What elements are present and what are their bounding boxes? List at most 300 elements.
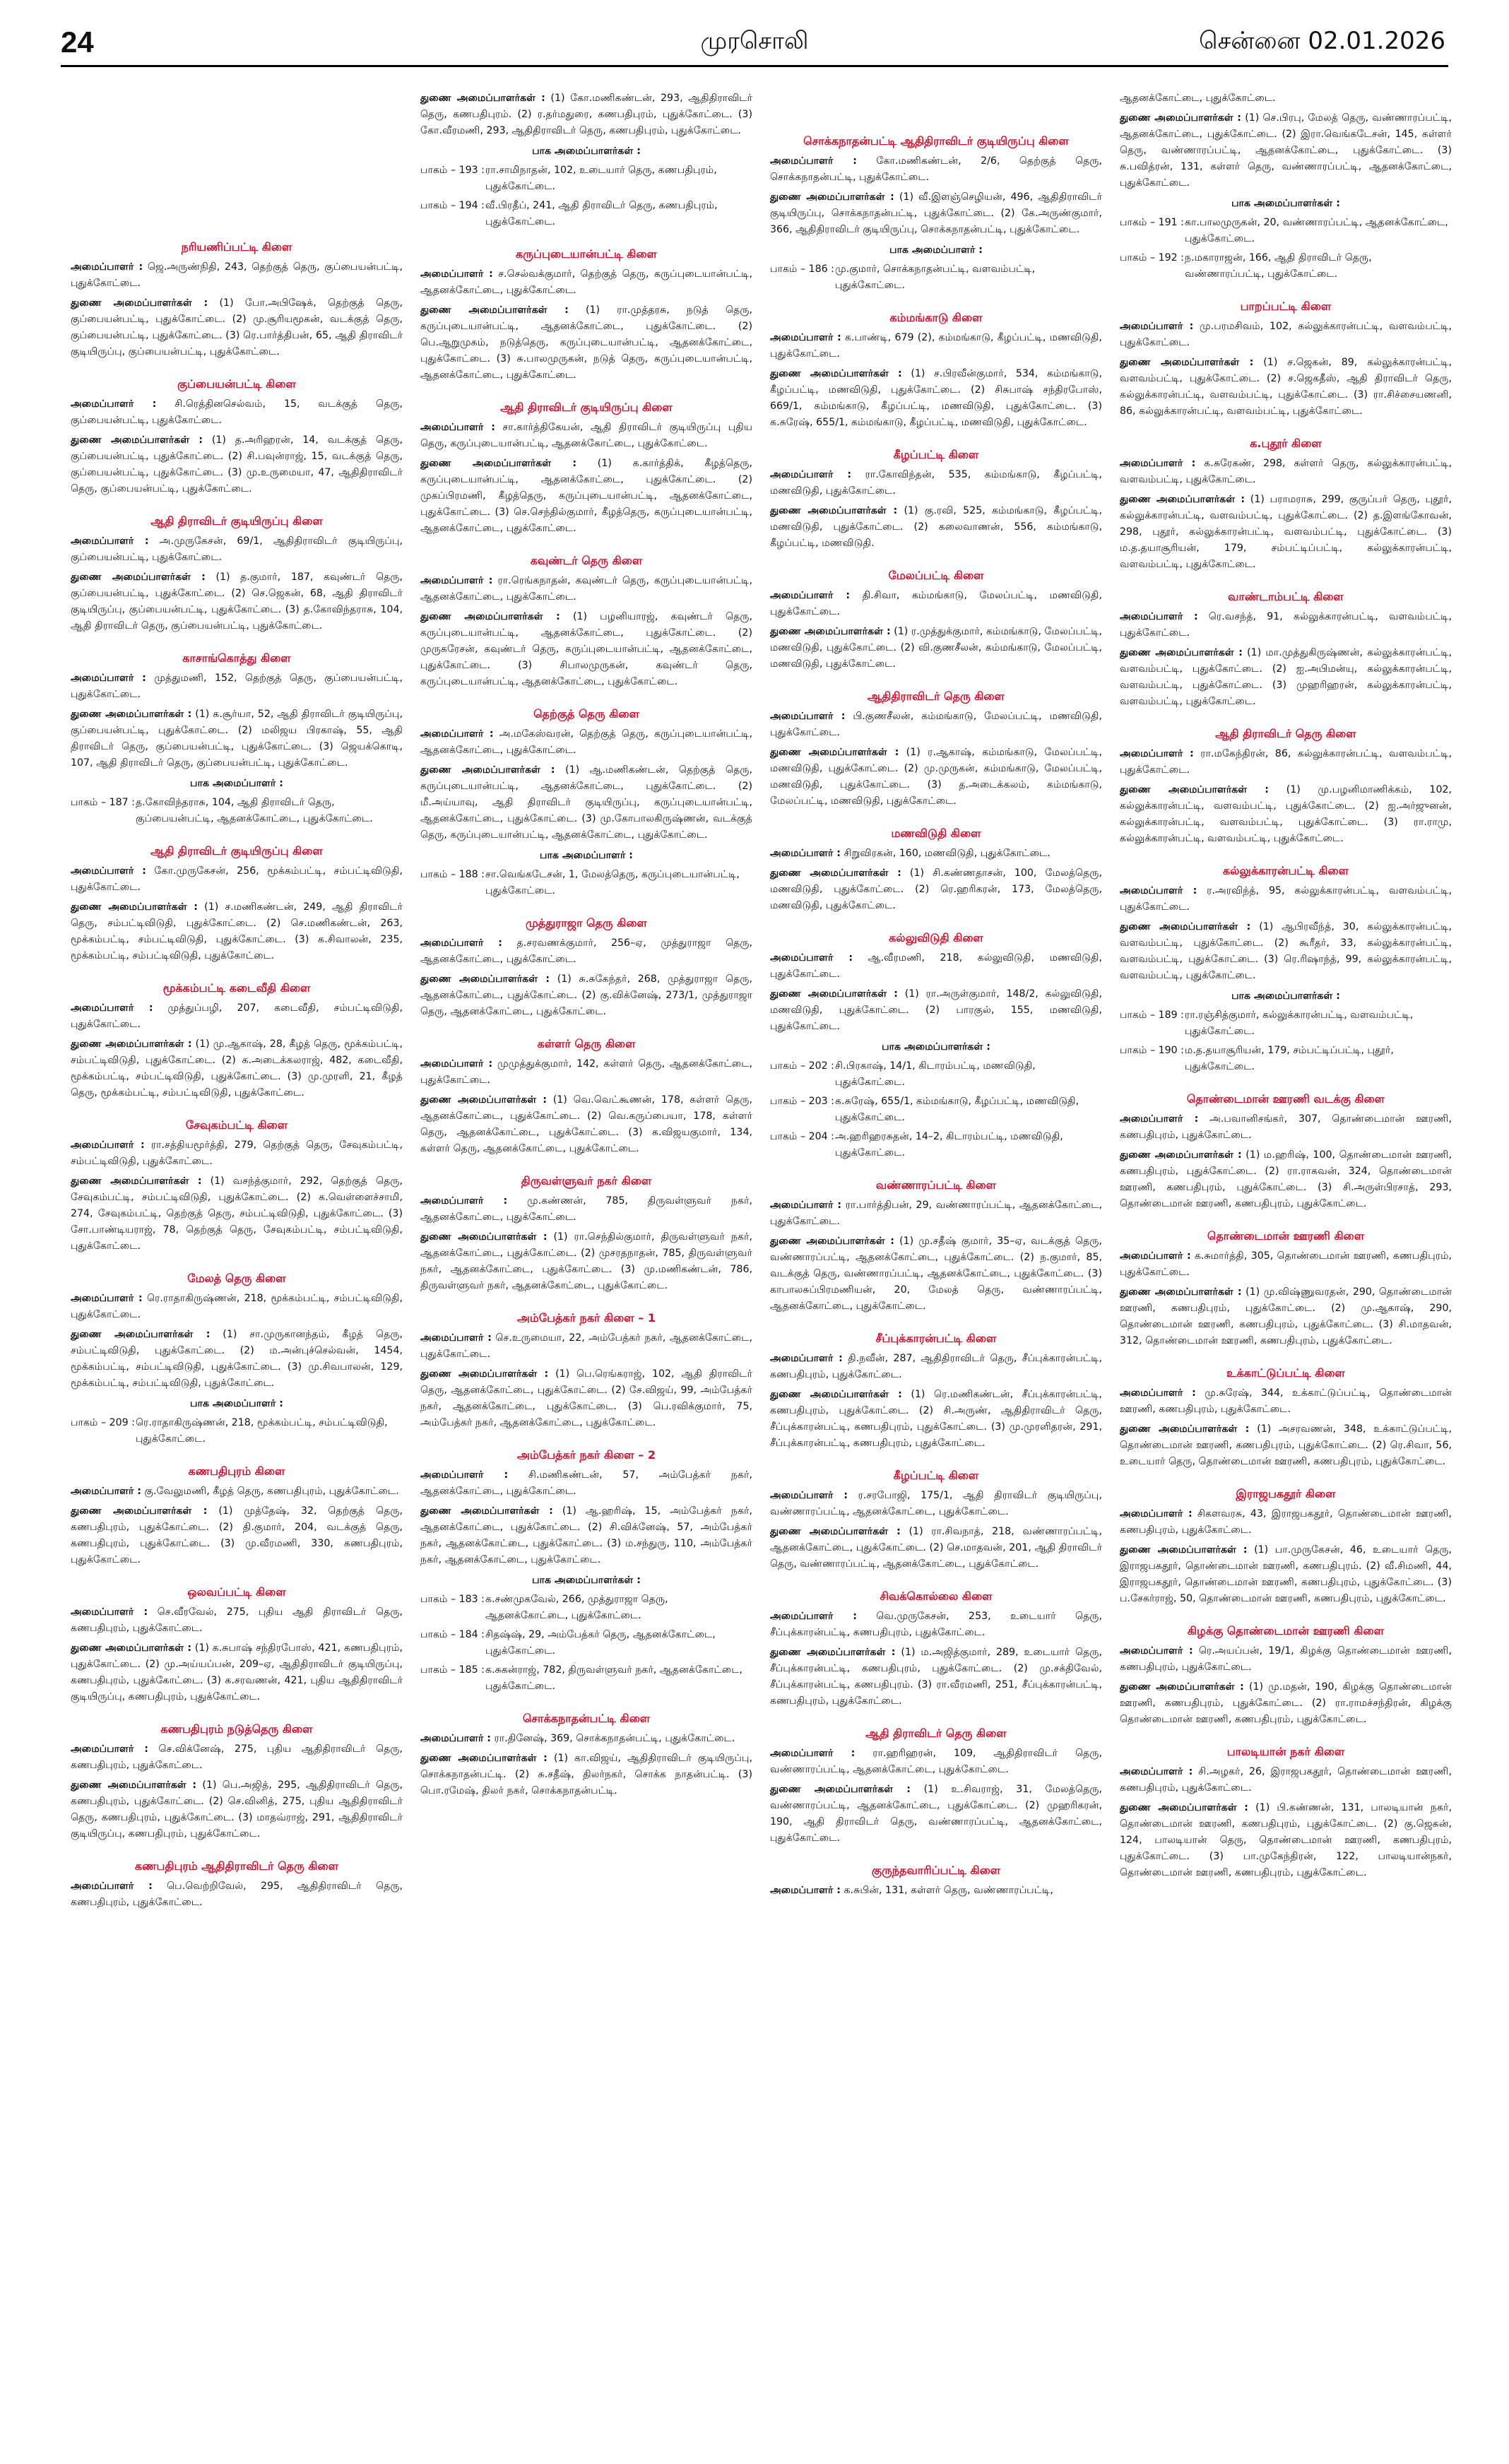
booth-entry (1120, 1007, 1452, 1040)
role-label: அமைப்பாளர் : (770, 1885, 841, 1896)
names-addresses: மு.பரமசிவம், 102, கல்லுக்காரன்பட்டி, வளவம்பட்டி, புதுக்கோட்டை. (1120, 321, 1452, 348)
names-addresses: (1) ரா.முத்தரசு, நடுத் தெரு, கருப்புடையான்பட்டி, ஆதனக்கோட்டை, புதுக்கோட்டை. (2) பெ.ஆறுமுகம், நடுத்தெரு, கருப்புடையான்பட்டி, ஆதனக்கோட்டை, புதுக்கோட்டை. (3) சு.பாலமுருகன், நடுத் தெரு, கருப்புடையான்பட்டி, ஆதனக்கோட்டை, புதுக்கோட்டை. (420, 304, 752, 381)
office-bearer-entry (770, 1524, 1102, 1572)
office-bearer-entry (770, 1233, 1102, 1315)
branch-heading: பாறப்பட்டி கிளை (1240, 300, 1332, 313)
role-label: துணை அமைப்பாளர்கள் : (420, 304, 569, 316)
role-label: துணை அமைப்பாளர்கள் : (1120, 357, 1254, 368)
role-label: அமைப்பாளர் : (1120, 885, 1197, 896)
office-bearer-entry (770, 330, 1102, 362)
booth-number: பாகம் – 193 : (420, 165, 485, 176)
branch-section (71, 1858, 403, 1911)
booth-number: பாகம் – 186 : (770, 263, 834, 275)
booth-organizer: ரா.ரஞ்சித்குமார், கல்லுக்காரன்பட்டி, வளவம்பட்டி, புதுக்கோட்டை. (1185, 1009, 1414, 1037)
names-addresses: க.பாண்டி, 679 (2), கம்மங்காடு, கீழப்பட்டி, மணவிடுதி, புதுக்கோட்டை. (770, 332, 1102, 360)
names-addresses: சிறுவிரகன், 160, மணவிடுதி, புதுக்கோட்டை. (844, 848, 1051, 859)
booth-organizers-heading: பாக அமைப்பாளர்கள் : (532, 146, 641, 157)
role-label: அமைப்பாளர் : (770, 1353, 843, 1364)
booth-entry (770, 1094, 1102, 1126)
role-label: அமைப்பாளர் : (71, 1486, 141, 1497)
role-label: துணை அமைப்பாளர்கள் : (420, 611, 560, 622)
booth-entry (420, 198, 752, 230)
role-label: அமைப்பாளர் : (420, 1733, 491, 1744)
office-bearer-entry (71, 533, 403, 566)
names-addresses: முமுத்துக்குமார், 142, கள்ளர் தெரு, ஆதனக்கோட்டை, புதுக்கோட்டை. (420, 1058, 752, 1086)
branch-heading: பாலடியான் நகர் கிளை (1226, 1745, 1345, 1758)
booth-organizers-heading: பாக அமைப்பாளர் : (889, 244, 983, 256)
names-addresses: பி.குணசீலன், கம்மங்காடு, மேலப்பட்டி, மணவிடுதி, புதுக்கோட்டை. (770, 711, 1102, 738)
booth-number: பாகம் – 183 : (420, 1594, 485, 1605)
office-bearer-entry (1120, 90, 1452, 107)
role-label: துணை அமைப்பாளர்கள் : (71, 1505, 208, 1517)
article-columns (71, 90, 1452, 2316)
names-addresses: ர.அரவிந்த், 95, கல்லுக்காரன்பட்டி, வளவம்பட்டி, புதுக்கோட்டை. (1120, 885, 1452, 913)
office-bearer-entry (420, 1056, 752, 1089)
office-bearer-entry (770, 153, 1102, 186)
office-bearer-entry (770, 1883, 1102, 1899)
role-label: அமைப்பாளர் : (1120, 321, 1194, 332)
role-label: துணை அமைப்பாளர்கள் : (1120, 494, 1245, 505)
names-addresses: (1) மு.பழனிமாணிக்கம், 102, கல்லுக்காரன்பட்டி, வளவம்பட்டி, புதுக்கோட்டை. (2) ஐ.அர்ஜுனன், கல்லுக்காரன்பட்டி, வளவம்பட்டி, புதுக்கோட்டை. (3) ரா.ராமு, கல்லுக்காரன்பட்டி, வளவம்பட்டி, புதுக்கோட்டை. (1120, 784, 1452, 844)
role-label: துணை அமைப்பாளர்கள் : (770, 1784, 911, 1795)
role-label: துணை அமைப்பாளர்கள் : (1120, 112, 1241, 124)
office-bearer-entry (770, 709, 1102, 741)
branch-heading: ஆதி திராவிடர் தெரு கிளை (1215, 727, 1356, 740)
role-label: துணை அமைப்பாளர்கள் : (71, 1038, 192, 1050)
office-bearer-entry (71, 1291, 403, 1323)
booth-number: பாகம் – 203 : (770, 1096, 834, 1107)
office-bearer-entry (71, 1036, 403, 1101)
names-addresses: (1) மு.மதன், 190, கிழக்கு தொண்டைமான் ஊரணி, கணபதிபுரம், புதுக்கோட்டை. (2) ரா.ராமச்சந்திரன், கிழக்கு தொண்டைமான் ஊரணி, கணபதிபுரம், புதுக்கோட்டை. (1120, 1681, 1452, 1725)
role-label: அமைப்பாளர் : (420, 728, 494, 740)
branch-heading: ஆதி திராவிடர் குடியிருப்பு கிளை (150, 844, 323, 858)
names-addresses: சி.ரெத்தினசெல்வம், 15, வடக்குத் தெரு, குப்பையன்பட்டி, புதுக்கோட்டை. (71, 398, 403, 426)
names-addresses: (1) கோ.மணிகண்டன், 293, ஆதிதிராவிடர் தெரு, கணபதிபுரம். (2) ர.தர்மதுரை, கணபதிபுரம், புதுக்கோட்டை. (3) கோ.வீரமணி, 293, ஆதிதிராவிடர் தெரு, கணபதிபுரம், புதுக்கோட்டை. (420, 93, 752, 136)
names-addresses: சிகளவரசு, 43, இராஜபகதூர், தொண்டைமான் ஊரணி, கணபதிபுரம், புதுக்கோட்டை. (1120, 1508, 1452, 1536)
booth-entry (770, 1129, 1102, 1161)
names-addresses: (1) ரா.செந்தில்குமார், திருவள்ளுவர் நகர், ஆதனக்கோட்டை, புதுக்கோட்டை. (2) முசரதநாதன், 785, திருவள்ளுவர் நகர், ஆதனக்கோட்டை, புதுக்கோட்டை. (3) மு.மணிகண்டன், 786, திருவள்ளுவர் நகர், ஆதனக்கோட்டை, புதுக்கோட்டை. (420, 1231, 752, 1291)
booth-entry (71, 1415, 403, 1447)
names-addresses: க.சுமார்த்தி, 305, தொண்டைமான் ஊரணி, கணபதிபுரம், புதுக்கோட்டை. (1120, 1250, 1452, 1278)
branch-section (420, 90, 752, 230)
role-label: துணை அமைப்பாளர்கள் : (770, 626, 891, 637)
office-bearer-entry (1120, 1385, 1452, 1418)
names-addresses: ரா.ஹரிஹரன், 109, ஆதிதிராவிடர் தெரு, வண்ணாரப்பட்டி, ஆதனக்கோட்டை, புதுக்கோட்டை. (770, 1748, 1102, 1775)
branch-section (770, 825, 1102, 914)
names-addresses: தி.நவீன், 287, ஆதிதிராவிடர் தெரு, சீப்புக்காரன்பட்டி, கணபதிபுரம், புதுக்கோட்டை. (770, 1353, 1102, 1380)
branch-heading: கள்ளர் தெரு கிளை (537, 1037, 636, 1050)
office-bearer-entry (770, 503, 1102, 552)
office-bearer-entry (71, 1741, 403, 1774)
office-bearer-entry (1120, 609, 1452, 641)
office-bearer-entry (420, 573, 752, 605)
booth-entry (770, 1058, 1102, 1091)
names-addresses: ஆதனக்கோட்டை, புதுக்கோட்டை. (1120, 93, 1276, 104)
branch-section (770, 309, 1102, 431)
branch-heading: சொக்கநாதன்பட்டி ஆதிதிராவிடர் குடியிருப்பு கிளை (803, 134, 1069, 148)
branch-heading: கீழப்பட்டி கிளை (893, 448, 979, 461)
branch-section (1120, 1091, 1452, 1212)
branch-heading: கல்லுக்காரன்பட்டி கிளை (1222, 864, 1349, 877)
branch-section (1120, 298, 1452, 420)
names-addresses: கோ.மணிகண்டன், 2/6, தெற்குத் தெரு, சொக்கநாதன்பட்டி, புதுக்கோட்டை. (770, 155, 1102, 183)
office-bearer-entry (1120, 1147, 1452, 1212)
names-addresses: ர.சரபோஜி, 175/1, ஆதி திராவிடர் குடியிருப்பு, வண்ணாரப்பட்டி, ஆதனக்கோட்டை, புதுக்கோட்டை. (770, 1490, 1102, 1517)
office-bearer-entry (420, 1503, 752, 1568)
branch-section (420, 1447, 752, 1695)
booth-entry (420, 1592, 752, 1624)
role-label: துணை அமைப்பாளர்கள் : (71, 1779, 197, 1791)
office-bearer-entry (420, 971, 752, 1020)
masthead (0, 0, 1509, 62)
branch-heading: தெற்குத் தெரு கிளை (533, 707, 639, 721)
role-label: துணை அமைப்பாளர்கள் : (420, 93, 545, 104)
office-bearer-entry (71, 1640, 403, 1705)
booth-number: பாகம் – 190 : (1120, 1045, 1184, 1056)
office-bearer-entry (770, 624, 1102, 673)
office-bearer-entry (770, 366, 1102, 431)
role-label: துணை அமைப்பாளர்கள் : (770, 1236, 894, 1247)
branch-heading: இராஜபகதூர் கிளை (1236, 1487, 1336, 1500)
branch-heading: ஆதி திராவிடர் குடியிருப்பு கிளை (500, 401, 673, 414)
booth-organizer: த.கோவிந்தராசு, 104, ஆதி திராவிடர் தெரு, குப்பையன்பட்டி, ஆதனக்கோட்டை, புதுக்கோட்டை. (136, 797, 373, 824)
role-label: துணை அமைப்பாளர்கள் : (420, 1368, 549, 1380)
role-label: அமைப்பாளர் : (420, 1058, 493, 1070)
office-bearer-entry (1120, 1679, 1452, 1728)
role-label: துணை அமைப்பாளர்கள் : (770, 191, 894, 203)
column-3 (770, 133, 1102, 2358)
booth-organizers-heading: பாக அமைப்பாளர்கள் : (532, 1575, 641, 1586)
branch-section (1120, 1228, 1452, 1349)
role-label: துணை அமைப்பாளர்கள் : (1120, 1544, 1248, 1556)
office-bearer-entry (1120, 1643, 1452, 1676)
role-label: துணை அமைப்பாளர்கள் : (420, 1231, 548, 1243)
names-addresses: (1) வெ.வெட்கூணன், 178, கள்ளர் தெரு, ஆதனக்கோட்டை, புதுக்கோட்டை. (2) வெ.கருப்பையா, 178, கள்ளர் தெரு, ஆதனக்கோட்டை, புதுக்கோட்டை. (3) க.விஜயகுமார், 134, கள்ளர் தெரு, ஆதனக்கோட்டை, புதுக்கோட்டை. (420, 1094, 752, 1154)
names-addresses: (1) வீ.இளஞ்செழியன், 496, ஆதிதிராவிடர் குடியிருப்பு, சொக்கநாதன்பட்டி, புதுக்கோட்டை. (2) கே.அருண்குமார், 366, ஆதிதிராவிடர் குடியிருப்பு, சொக்கநாதன்பட்டி, புதுக்கோட்டை. (770, 191, 1102, 235)
booth-organizer: சா.வெங்கடேசன், 1, மேலத்தெரு, கருப்புடையான்பட்டி, புதுக்கோட்டை. (485, 869, 740, 896)
booth-organizer: கா.பாலமுருகன், 20, வண்ணாரப்பட்டி, ஆதனக்கோட்டை, புதுக்கோட்டை. (1185, 217, 1448, 244)
names-addresses: ரா.சத்தியமூர்த்தி, 279, தெற்குத் தெரு, சேவுகம்பட்டி, சம்பட்டிவிடுதி, புதுக்கோட்டை. (71, 1139, 403, 1167)
branch-section (420, 552, 752, 690)
office-bearer-entry (420, 1193, 752, 1226)
names-addresses: (1) க.சுபாஷ் சந்திரபோஸ், 421, கணபதிபுரம், புதுக்கோட்டை. (2) மு.அய்யப்பன், 209–ஏ, ஆதிதிராவிடர் குடியிருப்பு, கணபதிபுரம், புதுக்கோட்டை. (3) க.சரவணன், 421, புதிய ஆதிதிராவிடர் குடியிருப்பு, கணபதிபுரம், புதுக்கோட்டை. (71, 1642, 403, 1702)
role-label: அமைப்பாளர் : (770, 1748, 856, 1759)
names-addresses: (1) போ.அபிஷேக், தெற்குத் தெரு, குப்பையன்பட்டி, புதுக்கோட்டை. (2) மு.சூரியமூகன், வடக்குத் தெரு, குப்பையன்பட்டி, புதுக்கோட்டை. (3) ரெ.பார்த்திபன், 65, ஆதி திராவிடர் குடியிருப்பு, குப்பையன்பட்டி, புதுக்கோட்டை. (71, 297, 403, 357)
branch-heading: க.புதூர் கிளை (1250, 437, 1322, 450)
names-addresses: (1) உ.சிவராஜ், 31, மேலத்தெரு, வண்ணாரப்பட்டி, ஆதனக்கோட்டை, புதுக்கோட்டை. (2) முஹரிகரன், 190, ஆதி திராவிடர் தெரு, வண்ணாரப்பட்டி, ஆதனக்கோட்டை, புதுக்கோட்டை. (770, 1784, 1102, 1844)
branch-heading: மூக்கம்பட்டி கடைவீதி கிளை (162, 981, 311, 995)
names-addresses: (1) ரா.சிவநாத், 218, வண்ணாரப்பட்டி, ஆதனக்கோட்டை, புதுக்கோட்டை. (2) செ.மாதவன், 201, ஆதி திராவிடர் தெரு, வண்ணாரப்பட்டி, ஆதனக்கோட்டை, புதுக்கோட்டை. (770, 1526, 1102, 1570)
office-bearer-entry (1120, 919, 1452, 984)
names-addresses: (1) ச.மணிகண்டன், 249, ஆதி திராவிடர் தெரு, சம்பட்டிவிடுதி, புதுக்கோட்டை. (2) செ.மணிகண்டன், 263, மூக்கம்பட்டி, சம்பட்டிவிடுதி, புதுக்கோட்டை. (3) க.சிவாலன், 235, மூக்கம்பட்டி, சம்பட்டிவிடுதி, புதுக்கோட்டை. (71, 901, 403, 961)
office-bearer-entry (770, 189, 1102, 238)
branch-section (1120, 725, 1452, 847)
branch-heading: ஆதிதிராவிடர் தெரு கிளை (868, 689, 1005, 703)
branch-heading: கவுண்டர் தெரு கிளை (530, 554, 643, 567)
names-addresses: மு.கண்ணன், 785, திருவள்ளுவர் நகர், ஆதனக்கோட்டை, புதுக்கோட்டை. (420, 1195, 752, 1223)
column-2 (420, 90, 752, 2316)
role-label: அமைப்பாளர் : (71, 398, 157, 410)
edition-date: சென்னை 02.01.2026 (1199, 27, 1445, 55)
names-addresses: மு.சுரேஷ், 344, உக்காட்டுப்பட்டி, தொண்டைமான் ஊரணி, கணபதிபுரம், புதுக்கோட்டை. (1120, 1387, 1452, 1415)
office-bearer-entry (770, 865, 1102, 914)
booth-organizers-heading: பாக அமைப்பாளர்கள் : (1231, 198, 1340, 209)
role-label: அமைப்பாளர் : (71, 1880, 153, 1892)
names-addresses: (1) மு.விஷ்ணுவரதன், 290, தொண்டைமான் ஊரணி, கணபதிபுரம், புதுக்கோட்டை. (2) மு.ஆகாஷ், 290, தொண்டைமான் ஊரணி, கணபதிபுரம், புதுக்கோட்டை. (3) சி.மாதவன், 312, தொண்டைமான் ஊரணி, கணபதிபுரம், புதுக்கோட்டை. (1120, 1286, 1452, 1346)
branch-heading: கம்மங்காடு கிளை (889, 311, 983, 324)
office-bearer-entry (1120, 746, 1452, 778)
names-addresses: (1) சு.சுகேந்தர், 268, முத்துராஜா தெரு, ஆதனக்கோட்டை, புதுக்கோட்டை. (2) கு.விக்னேஷ், 273/1, முத்துராஜா தெரு, ஆதனக்கோட்டை, புதுக்கோட்டை. (420, 973, 752, 1017)
booth-number: பாகம் – 189 : (1120, 1009, 1184, 1021)
booth-entry (770, 261, 1102, 294)
branch-heading: மணவிடுதி கிளை (891, 827, 981, 840)
office-bearer-entry (770, 846, 1102, 862)
branch-section (71, 1584, 403, 1705)
office-bearer-entry (1120, 1248, 1452, 1281)
role-label: துணை அமைப்பாளர்கள் : (71, 434, 203, 446)
names-addresses: பெ.வெற்றிவேல், 295, ஆதிதிராவிடர் தெரு, கணபதிபுரம், புதுக்கோட்டை. (71, 1880, 403, 1908)
names-addresses: (1) ர.ஆகாஷ், கம்மங்காடு, மேலப்பட்டி, மணவிடுதி, புதுக்கோட்டை. (2) மு.முருகன், கம்மங்காடு, மேலப்பட்டி, மணவிடுதி, புதுக்கோட்டை. (3) த.அடைக்கலம், கம்மங்காடு, மேலப்பட்டி, மணவிடுதி, புதுக்கோட்டை. (770, 747, 1102, 807)
office-bearer-entry (71, 706, 403, 771)
role-label: துணை அமைப்பாளர்கள் : (71, 901, 198, 913)
booth-entry (420, 867, 752, 899)
booth-number: பாகம் – 187 : (71, 797, 135, 808)
booth-organizer: சிதஷ்ஷ், 29, அம்பேத்கர் தெரு, ஆதனக்கோட்டை, புதுக்கோட்டை. (485, 1629, 716, 1657)
office-bearer-entry (420, 1330, 752, 1363)
names-addresses: (1) க.சூர்யா, 52, ஆதி திராவிடர் குடியிருப்பு, குப்பையன்பட்டி, புதுக்கோட்டை. (2) மலிஜய பிரகாஷ், 55, ஆதி திராவிடர் தெரு, குப்பையன்பட்டி, புதுக்கோட்டை. (3) ஜெயக்கொடி, 107, ஆதி திராவிடர் தெரு, குப்பையன்பட்டி, புதுக்கோட்டை. (71, 709, 403, 769)
role-label: துணை அமைப்பாளர்கள் : (1120, 647, 1243, 658)
role-label: அமைப்பாளர் : (71, 261, 143, 273)
branch-section (71, 1270, 403, 1447)
names-addresses: ரா.கோவிந்தன், 535, கம்மங்காடு, கீழப்பட்டி, மணவிடுதி, புதுக்கோட்டை. (770, 469, 1102, 497)
office-bearer-entry (770, 1645, 1102, 1710)
branch-section (770, 1177, 1102, 1315)
booth-entry (1120, 215, 1452, 247)
role-label: துணை அமைப்பாளர்கள் : (71, 1175, 202, 1187)
booth-organizers-heading: பாக அமைப்பாளர்கள் : (1231, 990, 1340, 1002)
names-addresses: க.சுபின், 131, கள்ளர் தெரு, வண்ணாரப்பட்டி, (844, 1885, 1053, 1896)
column-1 (71, 239, 403, 2464)
role-label: துணை அமைப்பாளர்கள் : (770, 1389, 902, 1400)
office-bearer-entry (71, 1173, 403, 1255)
names-addresses: (1) கா.விஜய், ஆதிதிராவிடர் குடியிருப்பு, சொக்கநாதன்பட்டி. (2) சு.சதீஷ், திலர்நகர், சொக்க நாதன்பட்டி. (3) பொ.ரமேஷ், திலர் நகர், சொக்கநாதன்பட்டி. (420, 1753, 752, 1796)
booth-number: பாகம் – 191 : (1120, 217, 1184, 228)
branch-heading: சேவுகம்பட்டி கிளை (185, 1118, 288, 1132)
branch-section (1120, 1623, 1452, 1728)
role-label: அமைப்பாளர் : (71, 1293, 143, 1304)
branch-section (420, 1173, 752, 1294)
role-label: துணை அமைப்பாளர்கள் : (71, 297, 208, 309)
branch-section (1120, 588, 1452, 710)
names-addresses: ரா.தினேஷ், 369, சொக்கநாதன்பட்டி, புதுக்கோட்டை. (494, 1733, 735, 1744)
office-bearer-entry (770, 1351, 1102, 1383)
branch-heading: சீப்புக்காரன்பட்டி கிளை (875, 1332, 997, 1345)
names-addresses: ரா.மகேந்திரன், 86, கல்லுக்காரன்பட்டி, வளவம்பட்டி, புதுக்கோட்டை. (1120, 748, 1452, 776)
branch-heading: குப்பையன்பட்டி கிளை (177, 377, 296, 391)
office-bearer-entry (71, 1000, 403, 1033)
office-bearer-entry (420, 1366, 752, 1431)
office-bearer-entry (770, 1197, 1102, 1230)
office-bearer-entry (1120, 1542, 1452, 1607)
booth-organizer: ம.த.தயாசூரியன், 179, சம்பட்டிப்பட்டி, புதூர், புதுக்கோட்டை. (1185, 1045, 1394, 1072)
office-bearer-entry (1120, 1421, 1452, 1470)
booth-number: பாகம் – 185 : (420, 1664, 485, 1676)
office-bearer-entry (770, 1488, 1102, 1520)
branch-section (1120, 90, 1452, 283)
branch-section (770, 133, 1102, 294)
header-divider (61, 65, 1448, 67)
office-bearer-entry (71, 1503, 403, 1568)
office-bearer-entry (770, 745, 1102, 810)
role-label: துணை அமைப்பாளர்கள் : (770, 867, 901, 879)
role-label: அமைப்பாளர் : (770, 155, 857, 167)
role-label: அமைப்பாளர் : (770, 848, 841, 859)
office-bearer-entry (420, 1467, 752, 1500)
branch-section (420, 246, 752, 384)
column-4 (1120, 90, 1452, 2316)
booth-organizers-heading: பாக அமைப்பாளர் : (540, 850, 633, 861)
office-bearer-entry (1120, 110, 1452, 191)
role-label: அமைப்பாளர் : (770, 469, 851, 480)
office-bearer-entry (420, 726, 752, 759)
branch-section (770, 688, 1102, 810)
office-bearer-entry (770, 1609, 1102, 1641)
branch-section (71, 1463, 403, 1568)
booth-organizer: அ.ஹரிஹரசுதன், 14–2, கிடாரம்பட்டி, மணவிடுதி, புதுக்கோட்டை. (835, 1131, 1063, 1159)
office-bearer-entry (770, 1782, 1102, 1847)
names-addresses: (1) ஆ.மணிகண்டன், தெற்குத் தெரு, கருப்புடையான்பட்டி, ஆதனக்கோட்டை, புதுக்கோட்டை. (2) மீ.அய்யாவு, ஆதி திராவிடர் குடியிருப்பு, கருப்புடையான்பட்டி, ஆதனக்கோட்டை, புதுக்கோட்டை. (3) மு.கோபாலகிருஷ்ணன், வடக்குத் தெரு, கருப்புடையான்பட்டி, ஆதனக்கோட்டை, புதுக்கோட்டை. (420, 764, 752, 841)
names-addresses: (1) பா.முருகேசன், 46, உடையார் தெரு, இராஜபகதூர், தொண்டைமான் ஊரணி, கணபதிபுரம். (2) வீ.சிமணி, 44, இராஜபகதூர், தொண்டைமான் ஊரணி, கணபதிபுரம், புதுக்கோட்டை. (3) ப.சேகர்ராஜ், 50, தொண்டைமான் ஊரணி, கணபதிபுரம், புதுக்கோட்டை. (1120, 1544, 1452, 1604)
names-addresses: (1) மா.முத்துகிருஷ்ணன், கல்லுக்காரன்பட்டி, வளவம்பட்டி, புதுக்கோட்டை. (2) ஐ.அபிமன்யு, கல்லுக்காரன்பட்டி, வளவம்பட்டி, புதுக்கோட்டை. (3) முஹரிஹரன், கல்லுக்காரன்பட்டி, வளவம்பட்டி, புதுக்கோட்டை. (1120, 647, 1452, 707)
role-label: அமைப்பாளர் : (420, 575, 493, 586)
branch-section (770, 567, 1102, 673)
branch-heading: அம்பேத்கர் நகர் கிளை – 1 (517, 1311, 656, 1325)
booth-organizer: வீ.பிரதீப், 241, ஆதி திராவிடர் தெரு, கணபதிபுரம், புதுக்கோட்டை. (485, 200, 718, 227)
role-label: அமைப்பாளர் : (71, 673, 146, 684)
branch-heading: அம்பேத்கர் நகர் கிளை – 2 (517, 1448, 656, 1462)
office-bearer-entry (71, 1777, 403, 1842)
office-bearer-entry (420, 266, 752, 299)
role-label: துணை அமைப்பாளர்கள் : (420, 764, 555, 776)
role-label: துணை அமைப்பாளர்கள் : (770, 988, 898, 1000)
names-addresses: தி.சிவா, கம்மங்காடு, மேலப்பட்டி, மணவிடுதி, புதுக்கோட்டை. (770, 590, 1102, 617)
office-bearer-entry (71, 863, 403, 896)
branch-section (770, 1467, 1102, 1572)
role-label: துணை அமைப்பாளர்கள் : (1120, 921, 1251, 932)
role-label: துணை அமைப்பாளர்கள் : (420, 973, 550, 985)
booth-entry (420, 162, 752, 195)
names-addresses: ரெ.அயப்பன், 19/1, கிழக்கு தொண்டைமான் ஊரணி, கணபதிபுரம், புதுக்கோட்டை. (1120, 1645, 1452, 1673)
office-bearer-entry (770, 1746, 1102, 1778)
role-label: அமைப்பாளர் : (770, 1490, 848, 1501)
branch-heading: கருப்புடையான்பட்டி கிளை (516, 247, 657, 261)
role-label: அமைப்பாளர் : (420, 268, 493, 280)
names-addresses: (1) கு.ரவி, 525, கம்மங்காடு, கீழப்பட்டி, மணவிடுதி, புதுக்கோட்டை. (2) கலைவாணன், 556, கம்மங்காடு, கீழப்பட்டி, மணவிடுதி. (770, 505, 1102, 549)
office-bearer-entry (1120, 782, 1452, 847)
office-bearer-entry (420, 90, 752, 139)
role-label: அமைப்பாளர் : (71, 535, 149, 547)
booth-number: பாகம் – 188 : (420, 869, 485, 880)
branch-heading: வாண்டாம்பட்டி கிளை (1228, 590, 1344, 603)
office-bearer-entry (71, 670, 403, 703)
booth-organizer: ந.மகாராஜன், 166, ஆதி திராவிடர் தெரு, வண்ணாரப்பட்டி, புதுக்கோட்டை. (1185, 252, 1372, 280)
booth-entry (420, 1627, 752, 1659)
names-addresses: (1) த.குமார், 187, கவுண்டர் தெரு, குப்பையன்பட்டி, புதுக்கோட்டை. (2) செ.ஜெகன், 68, ஆதி திராவிடர் குடியிருப்பு, குப்பையன்பட்டி, புதுக்கோட்டை. (3) த.கோவிந்தராசு, 104, ஆதி திராவிடர் தெரு, குப்பையன்பட்டி, புதுக்கோட்டை. (71, 571, 403, 632)
role-label: அமைப்பாளர் : (71, 1139, 145, 1151)
booth-entry (1120, 250, 1452, 283)
names-addresses: (1) பி.கண்ணன், 131, பாலடியான் நகர், தொண்டைமான் ஊரணி, கணபதிபுரம், புதுக்கோட்டை. (2) கு.ஜெகன், 124, பாலடியான் தெரு, தொண்டைமான் ஊரணி, கணபதிபுரம், புதுக்கோட்டை. (3) பா.முகேந்திரன், 122, பாலடியான்நகர், தொண்டைமான் ஊரணி, கணபதிபுரம், புதுக்கோட்டை. (1120, 1802, 1452, 1878)
office-bearer-entry (1120, 1764, 1452, 1796)
names-addresses: (1) ச.பிரவீன்குமார், 534, கம்மங்காடு, கீழப்பட்டி, மணவிடுதி, புதுக்கோட்டை. (2) சிசுபாஷ் சந்திரபோஸ், 669/1, கம்மங்காடு, கீழப்பட்டி, மணவிடுதி, புதுக்கோட்டை. (3) க.சுரேஷ், 655/1, கம்மங்காடு, கீழப்பட்டி, மணவிடுதி, புதுக்கோட்டை. (770, 368, 1102, 428)
names-addresses: (1) மு.ஆகாஷ், 28, கீழத் தெரு, மூக்கம்பட்டி, சம்பட்டிவிடுதி, புதுக்கோட்டை. (2) க.அடைக்கலராஜ், 482, கடைவீதி, மூக்கம்பட்டி, சம்பட்டிவிடுதி, புதுக்கோட்டை. (3) மு.முரளி, 21, கீழத் தெரு, மூக்கம்பட்டி, சம்பட்டிவிடுதி, புதுக்கோட்டை. (71, 1038, 403, 1098)
role-label: அமைப்பாளர் : (770, 1200, 842, 1211)
role-label: அமைப்பாளர் : (71, 1002, 153, 1014)
booth-number: பாகம் – 184 : (420, 1629, 485, 1640)
office-bearer-entry (420, 302, 752, 384)
branch-section (71, 513, 403, 634)
branch-heading: மேலத் தெரு கிளை (187, 1272, 286, 1285)
office-bearer-entry (420, 456, 752, 537)
office-bearer-entry (770, 950, 1102, 983)
role-label: துணை அமைப்பாளர்கள் : (1120, 1681, 1244, 1693)
names-addresses: அ.முருகேசன், 69/1, ஆதிதிராவிடர் குடியிருப்பு, குப்பையன்பட்டி, புதுக்கோட்டை. (71, 535, 403, 563)
branch-heading: உக்காட்டுப்பட்டி கிளை (1226, 1366, 1345, 1380)
role-label: துணை அமைப்பாளர்கள் : (770, 1647, 896, 1658)
names-addresses: (1) அசரவணன், 348, உக்காட்டுப்பட்டி, தொண்டைமான் ஊரணி, கணபதிபுரம், புதுக்கோட்டை. (2) ரெ.சிவா, 56, உடையார் தெரு, தொண்டைமான் ஊரணி, கணபதிபுரம், புதுக்கோட்டை. (1120, 1423, 1452, 1467)
booth-number: பாகம் – 192 : (1120, 252, 1184, 263)
role-label: அமைப்பாளர் : (1120, 1508, 1193, 1520)
office-bearer-entry (1120, 1284, 1452, 1349)
branch-section (420, 1710, 752, 1799)
names-addresses: (1) சா.முருகானந்தம், கீழத் தெரு, சம்பட்டிவிடுதி, புதுக்கோட்டை. (2) ம.அன்புச்செல்வன், 1454, மூக்கம்பட்டி, சம்பட்டிவிடுதி, புதுக்கோட்டை. (3) மு.சிவபாலன், 129, மூக்கம்பட்டி, சம்பட்டிவிடுதி, புதுக்கோட்டை. (71, 1329, 403, 1389)
role-label: அமைப்பாளர் : (1120, 458, 1196, 469)
booth-organizer: க.சுரேஷ், 655/1, கம்மங்காடு, கீழப்பட்டி, மணவிடுதி, புதுக்கோட்டை. (835, 1096, 1079, 1123)
names-addresses: சி.மணிகண்டன், 57, அம்பேத்கர் நகர், ஆதனக்கோட்டை, புதுக்கோட்டை. (420, 1469, 752, 1497)
role-label: அமைப்பாளர் : (770, 590, 851, 601)
role-label: அமைப்பாளர் : (420, 1195, 508, 1207)
branch-section (420, 1036, 752, 1157)
booth-number: பாகம் – 209 : (71, 1417, 135, 1428)
branch-section (770, 930, 1102, 1161)
office-bearer-entry (420, 1731, 752, 1747)
names-addresses: (1) ச.ஜெகன், 89, கல்லுக்காரன்பட்டி, வளவம்பட்டி, புதுக்கோட்டை. (2) ச.ஜெகதீஸ், ஆதி திராவிடர் தெரு, கல்லுக்காரன்பட்டி, வளவம்பட்டி, புதுக்கோட்டை. (3) ரா.சிச்சையணனி, 86, கல்லுக்காரன்பட்டி, வளவம்பட்டி, புதுக்கோட்டை. (1120, 357, 1452, 417)
branch-heading: ஒலவப்பட்டி கிளை (187, 1585, 286, 1599)
branch-section (71, 980, 403, 1101)
branch-heading: திருவள்ளுவர் நகர் கிளை (521, 1174, 652, 1187)
branch-section (71, 376, 403, 497)
role-label: துணை அமைப்பாளர்கள் : (71, 709, 192, 720)
role-label: அமைப்பாளர் : (71, 1606, 148, 1618)
booth-organizer: க.சண்முகவேல், 266, முத்துராஜா தெரு, ஆதனக்கோட்டை, புதுக்கோட்டை. (485, 1594, 668, 1621)
branch-heading: ஆதி திராவிடர் குடியிருப்பு கிளை (150, 514, 323, 528)
branch-section (770, 1588, 1102, 1710)
booth-organizer: க.சுகன்ராஜ், 782, திருவள்ளுவர் நகர், ஆதனக்கோட்டை, புதுக்கோட்டை. (485, 1664, 743, 1692)
role-label: அமைப்பாளர் : (420, 422, 495, 433)
booth-organizer: மு.குமார், சொக்கநாதன்பட்டி, வளவம்பட்டி, புதுக்கோட்டை. (835, 263, 1036, 291)
names-addresses: (1) செ.பிரபு, மேலத் தெரு, வண்ணாரப்பட்டி, ஆதனக்கோட்டை, புதுக்கோட்டை. (2) இரா.வெங்கடேசன், 145, கள்ளர் தெரு, வண்ணாரப்பட்டி, ஆதனக்கோட்டை, புதுக்கோட்டை. (3) சு.பவித்ரன், 131, கள்ளர் தெரு, வண்ணாரப்பட்டி, ஆதனக்கோட்டை, புதுக்கோட்டை. (1120, 112, 1452, 189)
role-label: அமைப்பாளர் : (1120, 1645, 1193, 1657)
branch-section (420, 399, 752, 537)
names-addresses: (1) த.அரிஹரன், 14, வடக்குத் தெரு, குப்பையன்பட்டி, புதுக்கோட்டை. (2) சி.பவுன்ராஜ், 15, வடக்குத் தெரு, குப்பையன்பட்டி, புதுக்கோட்டை. (3) மு.உருமையா, 47, ஆதிதிராவிடர் தெரு, குப்பையன்பட்டி, புதுக்கோட்டை. (71, 434, 403, 494)
office-bearer-entry (1120, 1800, 1452, 1881)
names-addresses: (1) பராமராசு, 299, குருப்பர் தெரு, புதூர், கல்லுக்காரன்பட்டி, வளவம்பட்டி, புதுக்கோட்டை. (2) த.இளங்கோவன், 298, புதூர், கல்லுக்காரன்பட்டி, வளவம்பட்டி, புதுக்கோட்டை. (3) ம.த.தயாசூரியன், 179, சம்பட்டிப்பட்டி, கல்லுக்காரன்பட்டி, வளவம்பட்டி, புதுக்கோட்டை. (1120, 494, 1452, 570)
office-bearer-entry (1120, 456, 1452, 488)
office-bearer-entry (71, 1604, 403, 1637)
role-label: அமைப்பாளர் : (770, 332, 841, 343)
office-bearer-entry (1120, 645, 1452, 710)
names-addresses: ச.செல்வக்குமார், தெற்குத் தெரு, கருப்புடையான்பட்டி, ஆதனக்கோட்டை, புதுக்கோட்டை. (420, 268, 752, 296)
branch-heading: ஆதி திராவிடர் தெரு கிளை (865, 1726, 1007, 1740)
